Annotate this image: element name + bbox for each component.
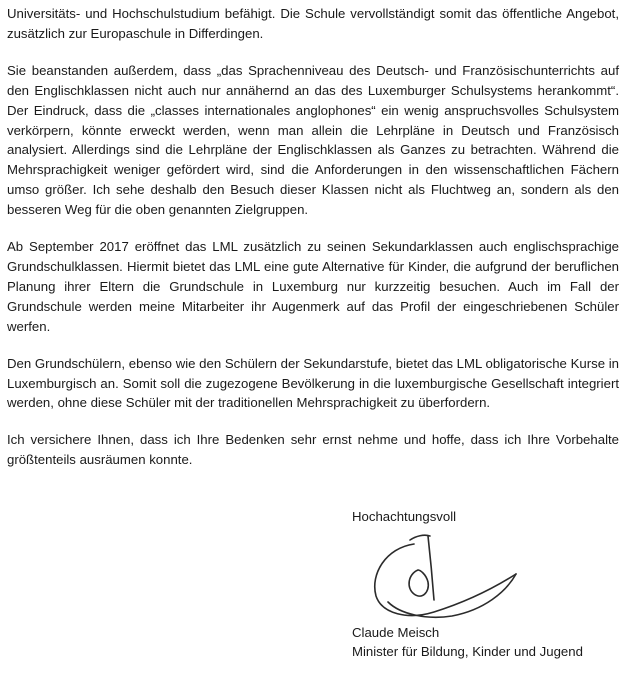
paragraph-3: Ab September 2017 eröffnet das LML zusätzlich zu seinen Sekundarklassen auch englischsprachige Grundschulklassen. Hiermit bietet das LML eine gute Alternative für Kinder, die aufgrund der beruflichen Planung ihrer Eltern die Grundschule in Luxemburg nur kurzzeitig besuchen. Auch im Fall der Grundschule werden meine Mitarbeiter ihr Augenmerk auf das Profil der eingeschriebenen Schüler werfen. xyxy=(7,239,619,334)
paragraph-4: Den Grundschülern, ebenso wie den Schülern der Sekundarstufe, bietet das LML obligatorische Kurse in Luxemburgisch an. Somit soll die zugezogene Bevölkerung in die luxemburgische Gesellschaft integriert werden, ohne diese Schüler mit der traditionellen Mehrsprachigkeit zu überfordern. xyxy=(7,355,619,411)
signer-name: Claude Meisch xyxy=(352,625,440,640)
paragraph-1: Universitäts- und Hochschulstudium befähigt. Die Schule vervollständigt somit das öffentliche Angebot, zusätzlich zur Europaschule in Differdingen. xyxy=(7,6,619,41)
paragraph-2: Sie beanstanden außerdem, dass „das Sprachenniveau des Deutsch- und Französischunterrichts auf den Englischklassen nicht auch nur annähernd an das des Luxemburger Schulsystems herankommt“. Der Eindruck, dass die „classes internationales anglophones“ ein wenig anspruchsvolles Schulsystem verkörpern, könnte erweckt werden, wenn man allein die Lehrpläne in Deutsch und Französisch analysiert. Allerdings sind die Lehrpläne der Englischklassen als Ganzes zu betrachten. Während die Mehrsprachigkeit weniger gefördert wird, sind die Anforderungen in den wissenschaftlichen Fächern umso größer. Ich sehe deshalb den Besuch dieser Klassen nicht als Fluchtweg an, sondern als den besseren Weg für die oben genannten Zielgruppen. xyxy=(7,62,619,218)
paragraph-5: Ich versichere Ihnen, dass ich Ihre Bedenken sehr ernst nehme und hoffe, dass ich Ihre Vorbehalte größtenteils ausräumen konnte. xyxy=(7,432,619,468)
signer-title: Minister für Bildung, Kinder und Jugend xyxy=(352,644,583,659)
closing-salutation: Hochachtungsvoll xyxy=(352,509,457,524)
signer-block xyxy=(352,623,583,661)
handwritten-signature xyxy=(356,530,526,622)
